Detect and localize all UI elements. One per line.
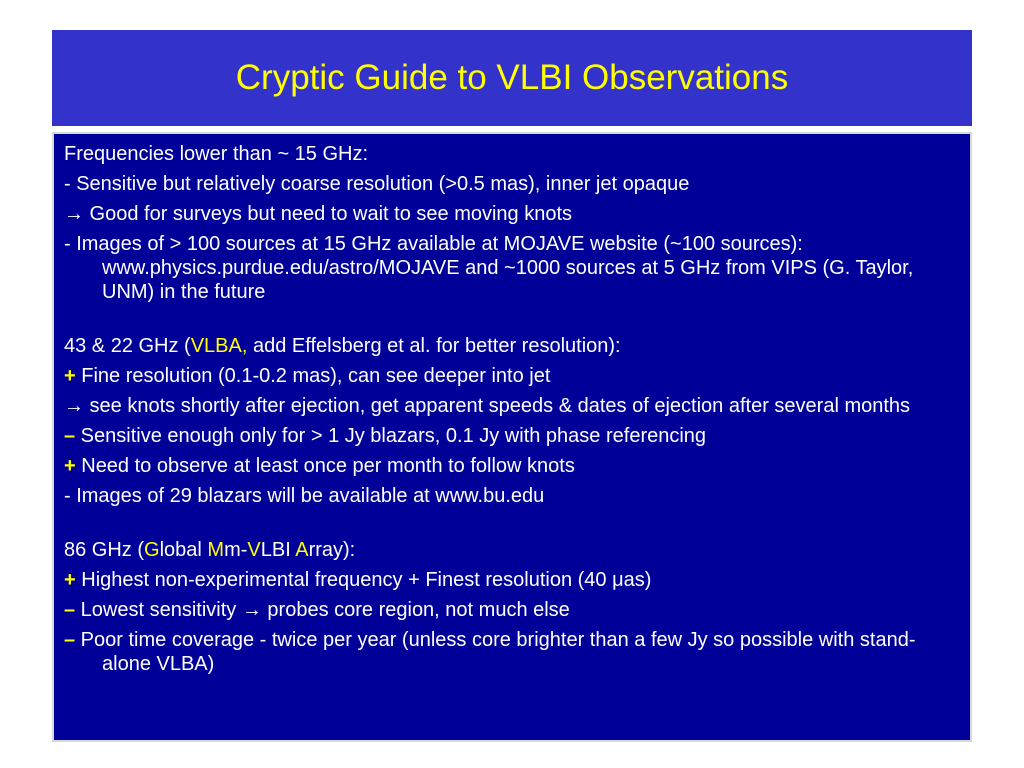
bullet-text: Need to observe at least once per month to follow knots	[75, 455, 575, 477]
minus-icon: –	[64, 629, 76, 651]
bullet-text: probes core region, not much else	[261, 599, 570, 621]
bullet-text: - Sensitive but relatively coarse resolution (>0.5 mas), inner jet opaque	[64, 173, 690, 195]
slide-title: Cryptic Guide to VLBI Observations	[235, 58, 789, 97]
vlba-highlight: VLBA,	[190, 335, 248, 357]
section-86-heading	[64, 538, 958, 562]
letter-highlight: M	[207, 539, 225, 561]
bullet-43-knots	[64, 394, 958, 418]
bullet-low-sensitive	[64, 172, 958, 196]
bullet-text: Highest non-experimental frequency + Finest resolution (40	[75, 569, 613, 591]
bullet-86-coverage	[64, 628, 958, 676]
bullet-43-sensitivity	[64, 424, 958, 448]
arrow-icon: →	[64, 395, 84, 417]
plus-icon: +	[64, 365, 76, 387]
heading-text: lobal	[159, 539, 208, 561]
heading-text: add Effelsberg et al. for better resolution):	[247, 335, 621, 357]
plus-icon: +	[64, 569, 76, 591]
section-43-22-heading	[64, 334, 958, 358]
letter-highlight: A	[295, 539, 309, 561]
bullet-low-surveys	[64, 202, 958, 226]
minus-icon: –	[64, 599, 76, 621]
arrow-icon: →	[241, 599, 262, 621]
bullet-86-sensitivity	[64, 598, 958, 622]
bullet-text: Sensitive enough only for > 1 Jy blazars, 0.1 Jy with phase referencing	[75, 425, 707, 447]
bullet-low-mojave	[64, 232, 958, 304]
bullet-text: see knots shortly after ejection, get apparent speeds & dates of ejection after several months	[84, 395, 911, 417]
bullet-86-highest	[64, 568, 958, 592]
heading-text: m-	[224, 539, 248, 561]
title-bar	[52, 30, 972, 126]
bullet-text: - Images of 29 blazars will be available at www.bu.edu	[64, 485, 545, 507]
bullet-43-fine-resolution	[64, 364, 958, 388]
heading-text: Frequencies lower than ~ 15 GHz:	[64, 143, 369, 165]
section-low-freq-heading	[64, 142, 958, 166]
heading-text: 43 & 22 GHz (	[64, 335, 191, 357]
bullet-text: Lowest sensitivity	[75, 599, 242, 621]
arrow-icon: →	[64, 203, 84, 225]
plus-icon: +	[64, 455, 76, 477]
bullet-text: Fine resolution (0.1-0.2 mas), can see deeper into jet	[75, 365, 551, 387]
letter-highlight: G	[144, 539, 160, 561]
heading-text: LBI	[260, 539, 296, 561]
slide-body	[52, 132, 972, 742]
mu-symbol: μ	[612, 569, 624, 591]
heading-text: rray):	[308, 539, 356, 561]
letter-highlight: V	[247, 539, 261, 561]
bullet-text: Poor time coverage - twice per year (unless core brighter than a few Jy so possible with stand-alone VLBA)	[75, 629, 916, 675]
minus-icon: –	[64, 425, 76, 447]
bullet-43-images	[64, 484, 958, 508]
heading-text: 86 GHz (	[64, 539, 145, 561]
bullet-text: as)	[623, 569, 652, 591]
bullet-text: - Images of > 100 sources at 15 GHz available at MOJAVE website (~100 sources): www.physics.purdue.edu/astro/MOJAVE and ~1000 sources at 5 GHz from VIPS (G. Taylor, UNM) in the future	[64, 233, 914, 303]
bullet-text: Good for surveys but need to wait to see moving knots	[84, 203, 573, 225]
bullet-43-monthly	[64, 454, 958, 478]
